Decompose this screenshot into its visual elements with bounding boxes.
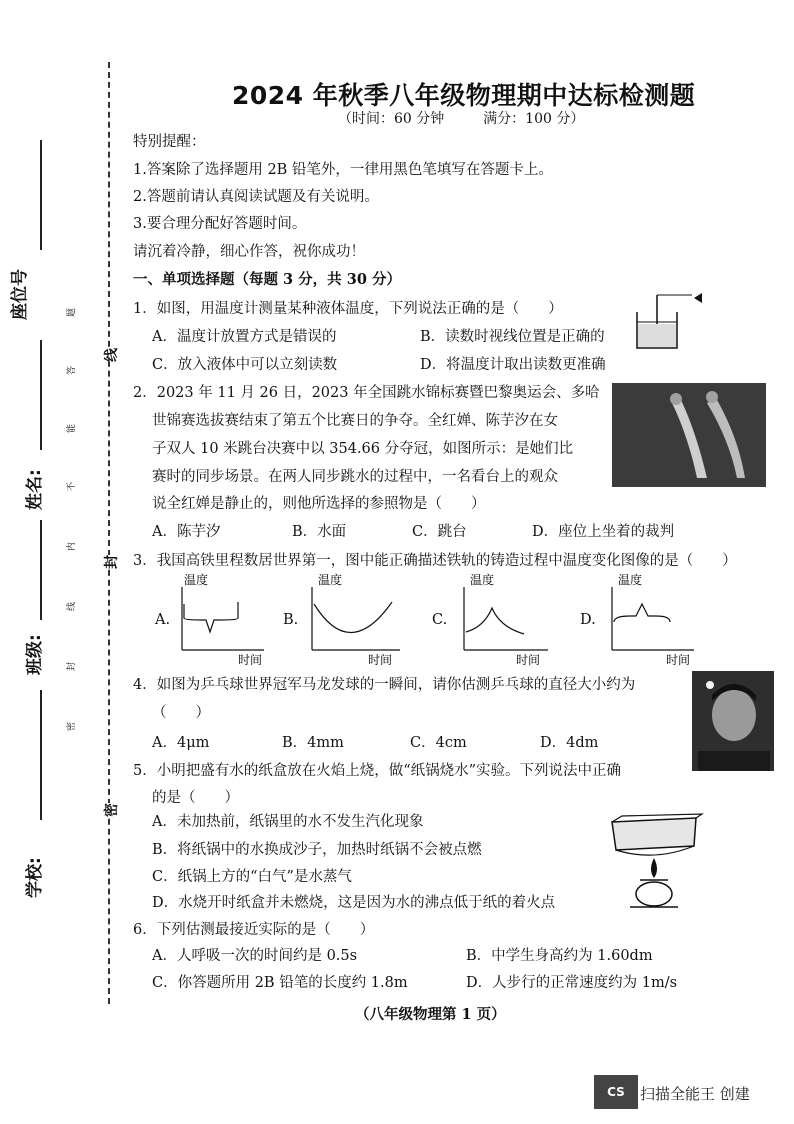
q5-option-c: C．纸锅上方的“白气”是水蒸气 xyxy=(152,869,352,885)
note-char: 密 xyxy=(67,721,78,732)
graph-c-xlabel: 时间 xyxy=(516,653,541,667)
note-char: 答 xyxy=(67,365,78,376)
class-label: 班级: xyxy=(25,634,45,675)
note-char: 线 xyxy=(67,601,78,612)
page-title: 2024 年秋季八年级物理期中达标检测题 xyxy=(232,81,696,110)
graph-d-xlabel: 时间 xyxy=(666,653,691,667)
q1-stem: 1．如图，用温度计测量某种液体温度，下列说法正确的是（ ） xyxy=(133,301,563,317)
q1-option-c: C．放入液体中可以立刻读数 xyxy=(152,357,338,373)
mark-secret: 密 xyxy=(101,803,121,817)
graph-b-ylabel: 温度 xyxy=(318,573,343,587)
q2-option-c: C．跳台 xyxy=(412,524,467,540)
graph-a xyxy=(172,572,272,667)
name-line xyxy=(40,520,42,620)
graph-c-ylabel: 温度 xyxy=(470,573,495,587)
notice-head: 特别提醒： xyxy=(133,134,206,150)
q4-option-c: C．4cm xyxy=(410,735,467,751)
graph-a-xlabel: 时间 xyxy=(238,653,263,667)
page-footer: （八年级物理第 1 页） xyxy=(355,1006,506,1023)
seat-line xyxy=(40,140,42,250)
mark-line: 线 xyxy=(101,348,121,362)
q6-option-d: D．人步行的正常速度约为 1m/s xyxy=(466,975,678,991)
graph-d xyxy=(602,572,702,667)
q2-line: 子双人 10 米跳台决赛中以 354.66 分夺冠，如图所示：是她们比 xyxy=(152,441,574,457)
mark-seal: 封 xyxy=(101,555,121,569)
graph-d-ylabel: 温度 xyxy=(618,573,643,587)
school-label: 学校: xyxy=(25,857,45,898)
name-line-top xyxy=(40,340,42,450)
q2-line: 2．2023 年 11 月 26 日，2023 年全国跳水锦标赛暨巴黎奥运会、多哈 xyxy=(133,385,600,401)
notice-item: 3.要合理分配好答题时间。 xyxy=(133,216,307,232)
q6-option-c: C．你答题所用 2B 铅笔的长度约 1.8m xyxy=(152,975,408,991)
q2-line: 赛时的同步场景。在两人同步跳水的过程中，一名看台上的观众 xyxy=(152,469,558,485)
q1-option-b: B．读数时视线位置是正确的 xyxy=(420,329,605,345)
q6-option-b: B．中学生身高约为 1.60dm xyxy=(466,948,653,964)
q5-line: 5．小明把盛有水的纸盒放在火焰上烧，做“纸锅烧水”实验。下列说法中正确 xyxy=(133,763,622,779)
exam-info xyxy=(338,108,584,128)
q2-line: 说全红婵是静止的，则他所选择的参照物是（ ） xyxy=(152,496,486,512)
q6-option-a: A．人呼吸一次的时间约是 0.5s xyxy=(152,948,358,964)
camscanner-logo-text: CS xyxy=(607,1085,625,1099)
section-heading: 一、单项选择题（每题 3 分，共 30 分） xyxy=(133,271,401,288)
q4-option-a: A．4μm xyxy=(152,735,210,751)
notice-wish: 请沉着冷静，细心作答，祝你成功！ xyxy=(133,244,365,260)
notice-item: 1.答案除了选择题用 2B 铅笔外，一律用黑色笔填写在答题卡上。 xyxy=(133,162,553,178)
notice-item: 2.答题前请认真阅读试题及有关说明。 xyxy=(133,189,379,205)
q2-option-b: B．水面 xyxy=(292,524,347,540)
pingpong-photo xyxy=(692,671,774,771)
q6-stem: 6．下列估测最接近实际的是（ ） xyxy=(133,922,375,938)
diving-photo xyxy=(612,383,766,487)
q1-option-d: D．将温度计取出读数更准确 xyxy=(420,357,606,373)
q5-option-d: D．水烧开时纸盒并未燃烧，这是因为水的沸点低于纸的着火点 xyxy=(152,895,556,911)
exam-score: 满分：100 分） xyxy=(483,111,585,127)
binding-dashed-line xyxy=(108,62,110,1004)
name-label: 姓名: xyxy=(25,469,45,510)
q5-option-a: A．未加热前，纸锅里的水不发生汽化现象 xyxy=(152,814,424,830)
class-line xyxy=(40,690,42,820)
graph-c xyxy=(456,572,556,667)
note-char: 不 xyxy=(67,481,78,492)
q3-option-c: C. xyxy=(432,612,448,628)
camscanner-logo xyxy=(594,1075,638,1109)
note-char: 内 xyxy=(67,541,78,552)
exam-time: （时间：60 分钟 xyxy=(338,111,445,127)
graph-b xyxy=(300,572,410,667)
watermark-text: 扫描全能王 创建 xyxy=(640,1085,750,1103)
graph-a-ylabel: 温度 xyxy=(184,573,209,587)
graph-b-xlabel: 时间 xyxy=(368,653,393,667)
q4-line: （ ） xyxy=(152,705,210,721)
q3-option-b: B. xyxy=(283,612,299,628)
q4-option-b: B．4mm xyxy=(282,735,344,751)
seat-label: 座位号 xyxy=(10,269,30,320)
thermometer-beaker-figure xyxy=(622,290,712,360)
q3-option-a: A. xyxy=(155,612,171,628)
q2-option-a: A．陈芋汐 xyxy=(152,524,221,540)
q1-option-a: A．温度计放置方式是错误的 xyxy=(152,329,337,345)
q5-line: 的是（ ） xyxy=(152,790,239,806)
q2-line: 世锦赛选拔赛结束了第五个比赛日的争夺。全红婵、陈芋汐在女 xyxy=(152,413,558,429)
paper-pot-figure xyxy=(604,812,704,912)
note-char: 题 xyxy=(67,307,78,318)
q5-option-b: B．将纸锅中的水换成沙子，加热时纸锅不会被点燃 xyxy=(152,842,482,858)
q3-option-d: D. xyxy=(580,612,596,628)
q4-option-d: D．4dm xyxy=(540,735,599,751)
note-char: 封 xyxy=(67,661,78,672)
q2-option-d: D．座位上坐着的裁判 xyxy=(532,524,675,540)
q4-line: 4．如图为乒乓球世界冠军马龙发球的一瞬间，请你估测乒乓球的直径大小约为 xyxy=(133,677,636,693)
note-char: 能 xyxy=(67,423,78,434)
q3-stem: 3．我国高铁里程数居世界第一，图中能正确描述铁轨的铸造过程中温度变化图像的是（ ） xyxy=(133,553,737,569)
